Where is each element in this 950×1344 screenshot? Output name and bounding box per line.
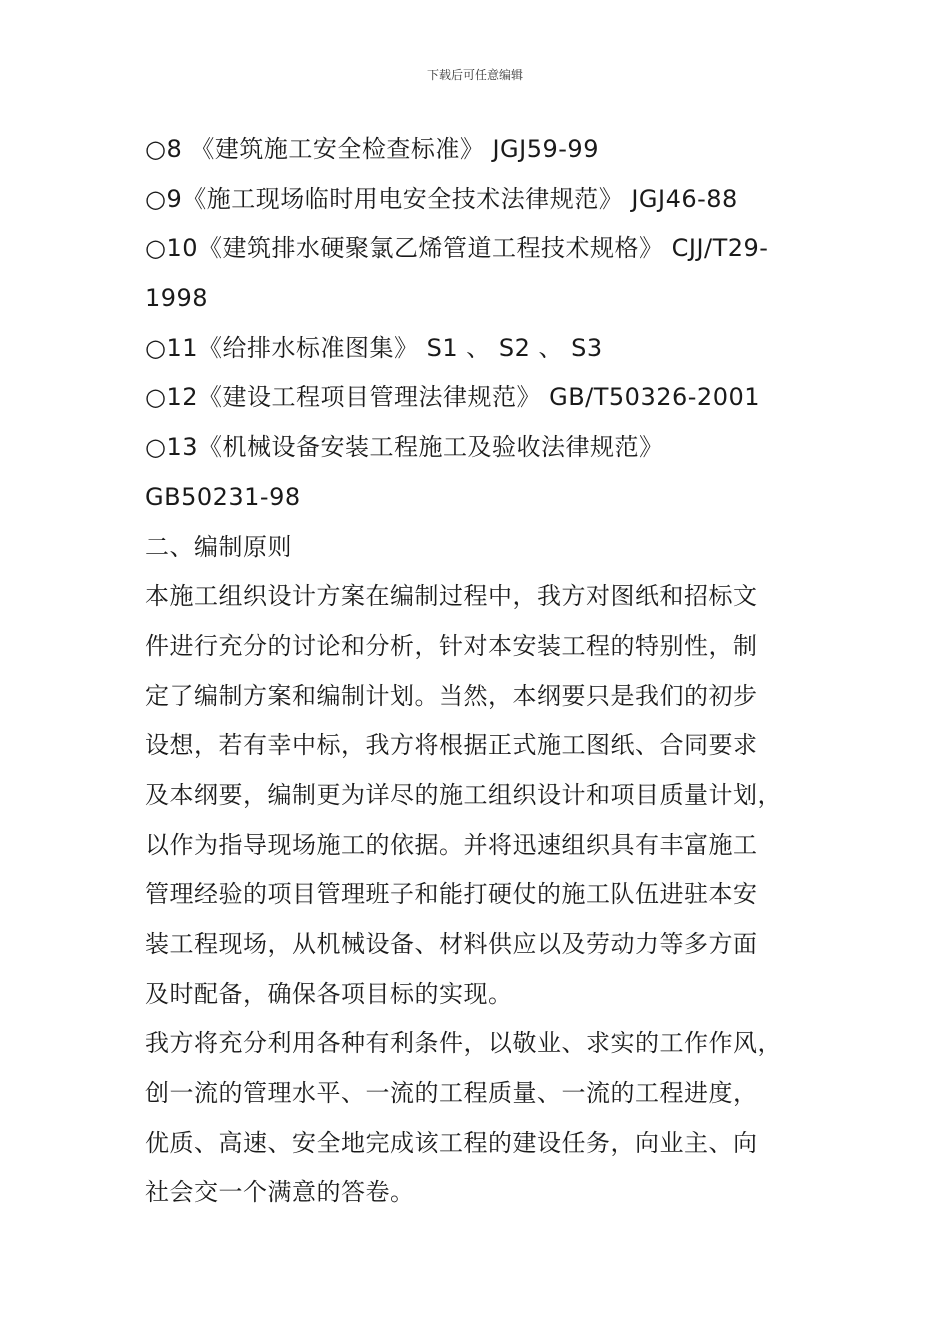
paragraph-line: 社会交一个满意的答卷。 (145, 1178, 415, 1207)
paragraph-line: 及时配备，确保各项目标的实现。 (145, 979, 513, 1008)
paragraph-line: 定了编制方案和编制计划。当然，本纲要只是我们的初步 (145, 681, 758, 710)
document-body (145, 125, 815, 1218)
reference-item-10-continued: 1998 (145, 284, 209, 313)
paragraph-line: 以作为指导现场施工的依据。并将迅速组织具有丰富施工 (145, 830, 758, 859)
reference-item-8: ○8 《建筑施工安全检查标准》 JGJ59-99 (145, 135, 599, 163)
paragraph-line: 设想，若有幸中标，我方将根据正式施工图纸、合同要求 (145, 731, 758, 760)
reference-item-11: ○11《给排水标准图集》 S1 、 S2 、 S3 (145, 333, 603, 362)
paragraph-line: 管理经验的项目管理班子和能打硬仗的施工队伍进驻本安 (145, 880, 758, 909)
paragraph-line: 我方将充分利用各种有利条件，以敬业、求实的工作作风， (145, 1029, 782, 1058)
paragraph-line: 装工程现场，从机械设备、材料供应以及劳动力等多方面 (145, 930, 758, 958)
reference-item-12: ○12《建设工程项目管理法律规范》 GB/T50326-2001 (145, 383, 761, 412)
section-heading: 二、编制原则 (145, 532, 292, 561)
page-header: 下载后可任意编辑 (426, 68, 523, 82)
reference-item-9: ○9《施工现场临时用电安全技术法律规范》 JGJ46-88 (145, 184, 738, 213)
paragraph-line: 优质、高速、安全地完成该工程的建设任务，向业主、向 (145, 1128, 758, 1157)
reference-item-13: ○13《机械设备安装工程施工及验收法律规范》 (145, 433, 664, 462)
reference-item-13-continued: GB50231-98 (145, 482, 301, 511)
paragraph-line: 本施工组织设计方案在编制过程中，我方对图纸和招标文 (145, 582, 758, 611)
paragraph-line: 及本纲要，编制更为详尽的施工组织设计和项目质量计划， (145, 780, 782, 809)
paragraph-line: 件进行充分的讨论和分析，针对本安装工程的特别性，制 (145, 631, 758, 660)
paragraph-line: 创一流的管理水平、一流的工程质量、一流的工程进度， (145, 1079, 758, 1108)
reference-item-10: ○10《建筑排水硬聚氯乙烯管道工程技术规格》 CJJ/T29- (145, 234, 769, 263)
